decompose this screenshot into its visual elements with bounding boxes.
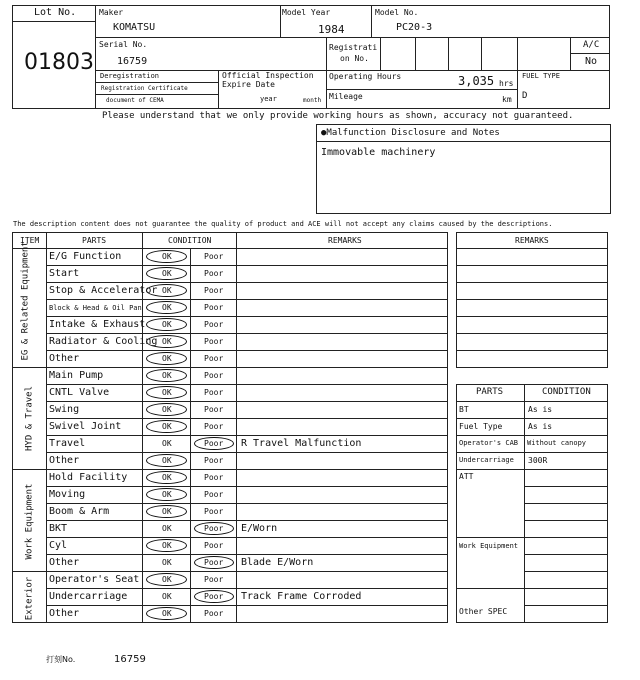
ok-option[interactable]: OK: [162, 524, 172, 533]
part-label: Travel: [49, 438, 86, 449]
selection-circle: [146, 505, 187, 518]
part-label: E/G Function: [49, 251, 122, 262]
ok-option[interactable]: OK: [162, 439, 172, 448]
right-remarks-row-divider: [456, 350, 608, 351]
right-remarks-row-divider: [456, 333, 608, 334]
hours-notice: Please understand that we only provide working hours as shown, accuracy not guaranteed.: [102, 111, 574, 121]
ok-option[interactable]: OK: [162, 592, 172, 601]
month-label: month: [303, 97, 322, 104]
row-divider: [46, 333, 448, 334]
selection-circle: [146, 318, 187, 331]
remark-text: R Travel Malfunction: [241, 438, 362, 449]
poor-option[interactable]: Poor: [204, 541, 224, 550]
registration-label-2: on No.: [340, 54, 369, 63]
part-label: Other: [49, 455, 80, 466]
ok-option[interactable]: OK: [162, 456, 172, 465]
selection-circle: [194, 556, 234, 569]
poor-option[interactable]: Poor: [204, 422, 224, 431]
right-remarks-table: [456, 232, 608, 368]
row-divider: [46, 520, 448, 521]
operating-hours-value: 3,035: [458, 74, 495, 88]
row-divider: [46, 401, 448, 402]
remark-text: Track Frame Corroded: [241, 591, 362, 602]
selection-circle: [146, 607, 187, 620]
spec-part-cab: Operator's CAB: [459, 439, 519, 447]
selection-circle: [146, 301, 187, 314]
row-divider: [12, 571, 448, 572]
ok-option[interactable]: OK: [162, 269, 172, 278]
right-remarks-row-divider: [456, 299, 608, 300]
part-label: Cyl: [49, 540, 68, 551]
remark-text: Blade E/Worn: [241, 557, 314, 568]
spec-other-label: Other SPEC: [459, 607, 508, 616]
part-label: BKT: [49, 523, 68, 534]
km-unit: km: [502, 95, 512, 104]
ok-option[interactable]: OK: [162, 252, 172, 261]
row-divider: [46, 435, 448, 436]
spec-part-fuel: Fuel Type: [459, 422, 503, 431]
selection-circle: [146, 386, 187, 399]
part-label: Start: [49, 268, 80, 279]
part-label: Other: [49, 353, 80, 364]
ok-option[interactable]: OK: [162, 320, 172, 329]
row-divider: [12, 367, 448, 368]
selection-circle: [194, 590, 234, 603]
model-no-value: PC20-3: [396, 22, 433, 33]
spec-work-equipment-label: Work Equipment: [459, 542, 519, 550]
poor-option[interactable]: Poor: [204, 337, 224, 346]
poor-option[interactable]: Poor: [204, 388, 224, 397]
model-year-label: Model Year: [282, 8, 331, 17]
malfunction-text: Immovable machinery: [321, 147, 436, 158]
group-hyd-travel: HYD & Travel: [24, 385, 35, 452]
row-divider: [46, 299, 448, 300]
lot-number: 01803: [24, 50, 94, 75]
spec-cond-fuel: As is: [528, 422, 553, 431]
ok-option[interactable]: OK: [162, 507, 172, 516]
poor-option[interactable]: Poor: [204, 320, 224, 329]
row-divider: [46, 316, 448, 317]
spec-column-parts: PARTS: [476, 387, 504, 397]
poor-option[interactable]: Poor: [204, 439, 224, 448]
selection-circle: [146, 335, 187, 348]
ok-option[interactable]: OK: [162, 541, 172, 550]
row-divider: [46, 418, 448, 419]
ok-option[interactable]: OK: [162, 405, 172, 414]
part-label: Other: [49, 608, 80, 619]
row-divider: [12, 469, 448, 470]
selection-circle: [146, 539, 187, 552]
inspection-label-2: Expire Date: [222, 80, 275, 89]
ok-option[interactable]: OK: [162, 558, 172, 567]
part-label: Moving: [49, 489, 86, 500]
selection-circle: [146, 352, 187, 365]
poor-option[interactable]: Poor: [204, 252, 224, 261]
row-divider: [46, 503, 448, 504]
poor-option[interactable]: Poor: [204, 609, 224, 618]
selection-circle: [146, 573, 187, 586]
stamp-value: 16759: [114, 654, 146, 665]
right-remarks-row-divider: [456, 265, 608, 266]
part-label: Block & Head & Oil Pan: [49, 304, 142, 312]
model-year-value: 1984: [318, 23, 345, 36]
maker-value: KOMATSU: [113, 22, 156, 33]
part-label: Operator's Seat: [49, 574, 140, 585]
part-label: Other: [49, 557, 80, 568]
spec-part-undercarriage: Undercarriage: [459, 456, 514, 464]
part-label: Boom & Arm: [49, 506, 110, 517]
ok-option[interactable]: OK: [162, 609, 172, 618]
poor-option[interactable]: Poor: [204, 558, 224, 567]
poor-option[interactable]: Poor: [204, 371, 224, 380]
poor-option[interactable]: Poor: [204, 269, 224, 278]
right-remarks-label: REMARKS: [515, 236, 549, 245]
group-work-equipment: Work Equipment: [24, 483, 35, 560]
maker-label: Maker: [99, 8, 124, 17]
poor-option[interactable]: Poor: [204, 490, 224, 499]
remark-text: E/Worn: [241, 523, 278, 534]
column-remarks: REMARKS: [328, 236, 362, 245]
part-label: Swing: [49, 404, 80, 415]
selection-circle: [146, 250, 187, 263]
fuel-type-value: D: [522, 91, 528, 101]
part-label: Intake & Exhaust: [49, 319, 146, 330]
lot-label: Lot No.: [34, 7, 77, 18]
poor-option[interactable]: Poor: [204, 303, 224, 312]
selection-circle: [146, 284, 187, 297]
column-parts: PARTS: [82, 236, 107, 245]
part-label: CNTL Valve: [49, 387, 110, 398]
selection-circle: [146, 420, 187, 433]
ac-label: A/C: [583, 40, 600, 50]
cema-document-label: document of CEMA: [106, 97, 164, 104]
poor-option[interactable]: Poor: [204, 575, 224, 584]
registration-label-1: Registrati: [329, 43, 378, 52]
mileage-label: Mileage: [329, 92, 363, 101]
spec-cond-cab: Without canopy: [527, 439, 587, 447]
row-divider: [46, 282, 448, 283]
ok-option[interactable]: OK: [162, 490, 172, 499]
registration-certificate-label: Registration Certificate: [101, 85, 188, 92]
model-no-label: Model No.: [375, 8, 419, 17]
poor-option[interactable]: Poor: [204, 456, 224, 465]
poor-option[interactable]: Poor: [204, 524, 224, 533]
spec-cond-undercarriage: 300R: [528, 456, 548, 465]
ok-option[interactable]: OK: [162, 388, 172, 397]
part-label: Hold Facility: [49, 472, 128, 483]
poor-option[interactable]: Poor: [204, 507, 224, 516]
ok-option[interactable]: OK: [162, 371, 172, 380]
row-divider: [46, 588, 448, 589]
column-item: ITEM: [20, 236, 40, 245]
right-remarks-row-divider: [456, 282, 608, 283]
inspection-label-1: Official Inspection: [222, 71, 314, 80]
ok-option[interactable]: OK: [162, 422, 172, 431]
selection-circle: [146, 488, 187, 501]
spec-column-condition: CONDITION: [542, 387, 591, 397]
part-label: Main Pump: [49, 370, 104, 381]
ok-option[interactable]: OK: [162, 286, 172, 295]
ac-value: No: [585, 56, 598, 67]
poor-option[interactable]: Poor: [204, 473, 224, 482]
part-label: Stop & Accelerator: [49, 285, 158, 296]
fuel-type-label: FUEL TYPE: [522, 72, 560, 80]
row-divider: [46, 486, 448, 487]
selection-circle: [146, 454, 187, 467]
spec-cond-bt: As is: [528, 405, 553, 414]
poor-option[interactable]: Poor: [204, 405, 224, 414]
deregistration-label: Deregistration: [100, 72, 160, 80]
ok-option[interactable]: OK: [162, 575, 172, 584]
selection-circle: [146, 403, 187, 416]
spec-att-label: ATT: [459, 472, 474, 481]
year-label: year: [260, 95, 277, 103]
ok-option[interactable]: OK: [162, 303, 172, 312]
part-label: Undercarriage: [49, 591, 128, 602]
row-divider: [46, 350, 448, 351]
part-label: Radiator & Cooling: [49, 336, 158, 347]
spec-part-bt: BT: [459, 405, 469, 414]
row-divider: [46, 537, 448, 538]
poor-option[interactable]: Poor: [204, 592, 224, 601]
selection-circle: [146, 267, 187, 280]
serial-label: Serial No.: [99, 40, 148, 49]
serial-value: 16759: [117, 56, 148, 67]
group-eg-related: EG & Related Equipment: [20, 241, 31, 361]
selection-circle: [194, 437, 234, 450]
group-exterior: Exterior: [24, 576, 35, 621]
malfunction-title: ●Malfunction Disclosure and Notes: [321, 128, 500, 138]
selection-circle: [146, 369, 187, 382]
disclaimer: The description content does not guarantee the quality of product and ACE will not accept any claims caused by the descriptions.: [13, 220, 553, 228]
poor-option[interactable]: Poor: [204, 354, 224, 363]
row-divider: [46, 452, 448, 453]
part-label: Swivel Joint: [49, 421, 122, 432]
row-divider: [46, 384, 448, 385]
row-divider: [46, 265, 448, 266]
stamp-label: 打刻No.: [46, 655, 76, 664]
selection-circle: [146, 471, 187, 484]
poor-option[interactable]: Poor: [204, 286, 224, 295]
row-divider: [46, 554, 448, 555]
right-remarks-row-divider: [456, 316, 608, 317]
ok-option[interactable]: OK: [162, 473, 172, 482]
ok-option[interactable]: OK: [162, 337, 172, 346]
column-condition: CONDITION: [168, 236, 212, 245]
operating-hours-label: Operating Hours: [329, 72, 402, 81]
ok-option[interactable]: OK: [162, 354, 172, 363]
row-divider: [46, 605, 448, 606]
selection-circle: [194, 522, 234, 535]
hrs-unit: hrs: [499, 79, 514, 88]
